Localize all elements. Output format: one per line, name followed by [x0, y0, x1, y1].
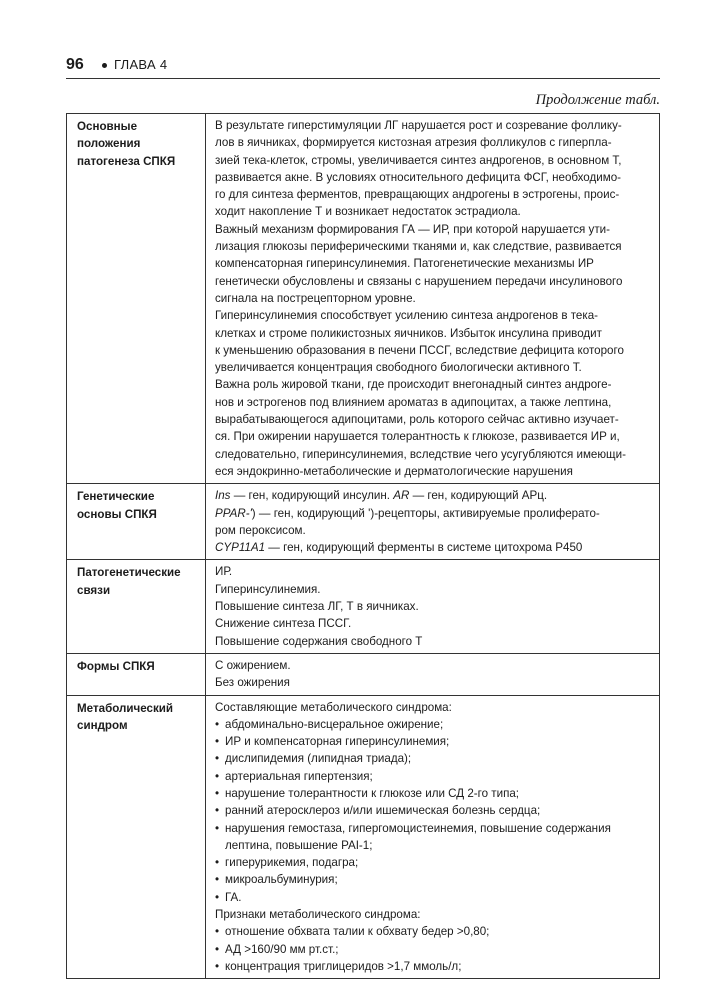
- label-line: патогенеза СПКЯ: [77, 154, 176, 168]
- row-label-pathogenesis: [67, 114, 206, 484]
- row-content-links: [206, 560, 660, 653]
- text-line: [215, 505, 653, 522]
- text-line: лизация глюкозы периферическими тканями и, как следствие, развивается: [215, 240, 622, 254]
- text-line: Важный механизм формирования ГА — ИР, при которой нарушается ути-: [215, 222, 610, 236]
- text-line: компенсаторная гиперинсулинемия. Патогенетические механизмы ИР: [215, 257, 594, 271]
- text-line: клетках и строме поликистозных яичников. Избыток инсулина приводит: [215, 326, 602, 340]
- text-line: В результате гиперстимуляции ЛГ нарушается рост и созревание фоллику-: [215, 119, 622, 132]
- text-line: С ожирением.: [215, 658, 291, 672]
- list-item: • дислипидемия (липидная триада);: [215, 750, 653, 767]
- bullet-icon: •: [215, 873, 220, 887]
- text-line: го для синтеза ферментов, превращающих андрогены в эстрогены, проис-: [215, 188, 620, 202]
- text-line: [215, 539, 653, 556]
- bullet-icon: •: [215, 925, 220, 939]
- label-line: основы СПКЯ: [77, 507, 157, 521]
- text-line: Важна роль жировой ткани, где происходит внегонадный синтез андроге-: [215, 378, 612, 392]
- row-content-metabolic: [206, 695, 660, 979]
- row-label-links: [67, 560, 206, 653]
- label-line: Патогенетические: [77, 566, 181, 580]
- row-label-genetics: [67, 484, 206, 560]
- gene-name: Ins: [215, 489, 231, 503]
- row-content-pathogenesis: [206, 114, 660, 484]
- bullet-icon: •: [215, 942, 220, 956]
- bullet-icon: •: [215, 752, 220, 766]
- text-line: следовательно, гиперинсулинемия, вследствие чего усугубляются имеющи-: [215, 447, 626, 461]
- label-line: Основные: [77, 120, 138, 133]
- text-line: развивается акне. В условиях относительного дефицита ФСГ, необходимо-: [215, 170, 622, 184]
- bullet-icon: •: [215, 821, 220, 835]
- gene-name: CYP11A1: [215, 541, 266, 555]
- bullet-icon: •: [215, 735, 220, 749]
- gene-description: ) — ген, кодирующий ')-рецепторы, активируемые пролиферато-: [251, 506, 600, 520]
- list-item: • ранний атеросклероз и/или ишемическая болезнь сердца;: [215, 802, 653, 819]
- label-line: Метаболический: [77, 701, 174, 715]
- list-heading: Признаки метаболического синдрома:: [215, 908, 421, 922]
- text-line: [215, 487, 653, 504]
- text-line: ром пероксисом.: [215, 523, 306, 537]
- text-line: лов в яичниках, формируется кистозная атрезия фолликулов с гиперпла-: [215, 136, 612, 150]
- label-line: Формы СПКЯ: [77, 659, 155, 673]
- text-line: Повышение синтеза ЛГ, Т в яичниках.: [215, 600, 419, 614]
- table-continuation-note: Продолжение табл.: [535, 92, 660, 108]
- gene-description: — ген, кодирующий АРц.: [409, 489, 548, 503]
- row-content-forms: [206, 653, 660, 695]
- bullet-icon: •: [215, 890, 220, 904]
- bullet-icon: •: [215, 717, 220, 731]
- text-line: нов и эстрогенов под влиянием ароматаз в адипоцитах, а также лептина,: [215, 395, 612, 409]
- label-line: Генетические: [77, 490, 155, 504]
- text-line: вырабатывающегося адипоцитами, роль которого сейчас активно изучает-: [215, 413, 619, 427]
- pcos-table: [66, 113, 660, 979]
- list-item: • АД >160/90 мм рт.ст.;: [215, 941, 653, 958]
- table-row-links: [67, 560, 660, 653]
- table-row-forms: [67, 653, 660, 695]
- list-item: • концентрация триглицеридов >1,7 ммоль/л;: [215, 958, 653, 975]
- bullet-icon: •: [215, 786, 220, 800]
- list-item-continuation: лептина, повышение PAI-1;: [225, 838, 373, 852]
- list-item: • нарушения гемостаза, гипергомоцистеинемия, повышение содержания: [215, 820, 653, 837]
- list-heading: Составляющие метаболического синдрома:: [215, 700, 452, 714]
- text-line: увеличивается концентрация свободного биологически активного Т.: [215, 361, 582, 375]
- bullet-icon: •: [215, 959, 220, 973]
- label-line: синдром: [77, 718, 128, 732]
- gene-description: — ген, кодирующий инсулин.: [230, 489, 394, 503]
- label-line: связи: [77, 583, 111, 597]
- bullet-icon: •: [215, 856, 220, 870]
- running-header: [66, 54, 660, 79]
- text-line: Гиперинсулинемия способствует усилению синтеза андрогенов в тека-: [215, 309, 599, 323]
- text-line: ИР.: [215, 565, 233, 579]
- list-item: • нарушение толерантности к глюкозе или СД 2-го типа;: [215, 785, 653, 802]
- page-number: 96: [66, 56, 84, 73]
- text-line: Без ожирения: [215, 676, 290, 690]
- text-line: сигнала на пострецепторном уровне.: [215, 291, 416, 305]
- text-line: ходит накопление Т и возникает недостаток эстрадиола.: [215, 205, 521, 219]
- list-item: • отношение обхвата талии к обхвату бедер >0,80;: [215, 923, 653, 940]
- table-row-pathogenesis: [67, 114, 660, 484]
- row-label-forms: [67, 653, 206, 695]
- list-item: • абдоминально-висцеральное ожирение;: [215, 716, 653, 733]
- gene-name: AR: [393, 489, 410, 503]
- bullet-dot-icon: [102, 63, 107, 68]
- text-line: Гиперинсулинемия.: [215, 582, 321, 596]
- row-label-metabolic: [67, 695, 206, 979]
- bullet-icon: •: [215, 769, 220, 783]
- text-line: к уменьшению образования в печени ПССГ, вследствие дефицита которого: [215, 343, 624, 357]
- chapter-title: ГЛАВА 4: [114, 57, 168, 72]
- label-line: положения: [77, 137, 141, 151]
- list-item: • гиперурикемия, подагра;: [215, 854, 653, 871]
- list-item: • микроальбуминурия;: [215, 871, 653, 888]
- text-line: еся эндокринно-метаболические и дерматологические нарушения: [215, 464, 573, 478]
- table-row-metabolic: [67, 695, 660, 979]
- text-line: Повышение содержания свободного Т: [215, 634, 423, 648]
- text-line: зией тека-клеток, стромы, увеличивается синтез андрогенов, в основном Т,: [215, 153, 622, 167]
- gene-name: PPAR-': [215, 506, 252, 520]
- bullet-icon: •: [215, 804, 220, 818]
- table-row-genetics: [67, 484, 660, 560]
- list-item: • ГА.: [215, 889, 653, 906]
- text-line: генетически обусловлены и связаны с нарушением передачи инсулинового: [215, 274, 623, 288]
- row-content-genetics: [206, 484, 660, 560]
- list-item: • артериальная гипертензия;: [215, 768, 653, 785]
- list-item: • ИР и компенсаторная гиперинсулинемия;: [215, 733, 653, 750]
- text-line: Снижение синтеза ПССГ.: [215, 617, 352, 631]
- gene-description: — ген, кодирующий ферменты в системе цитохрома Р450: [265, 541, 583, 555]
- text-line: ся. При ожирении нарушается толерантность к глюкозе, развивается ИР и,: [215, 430, 620, 444]
